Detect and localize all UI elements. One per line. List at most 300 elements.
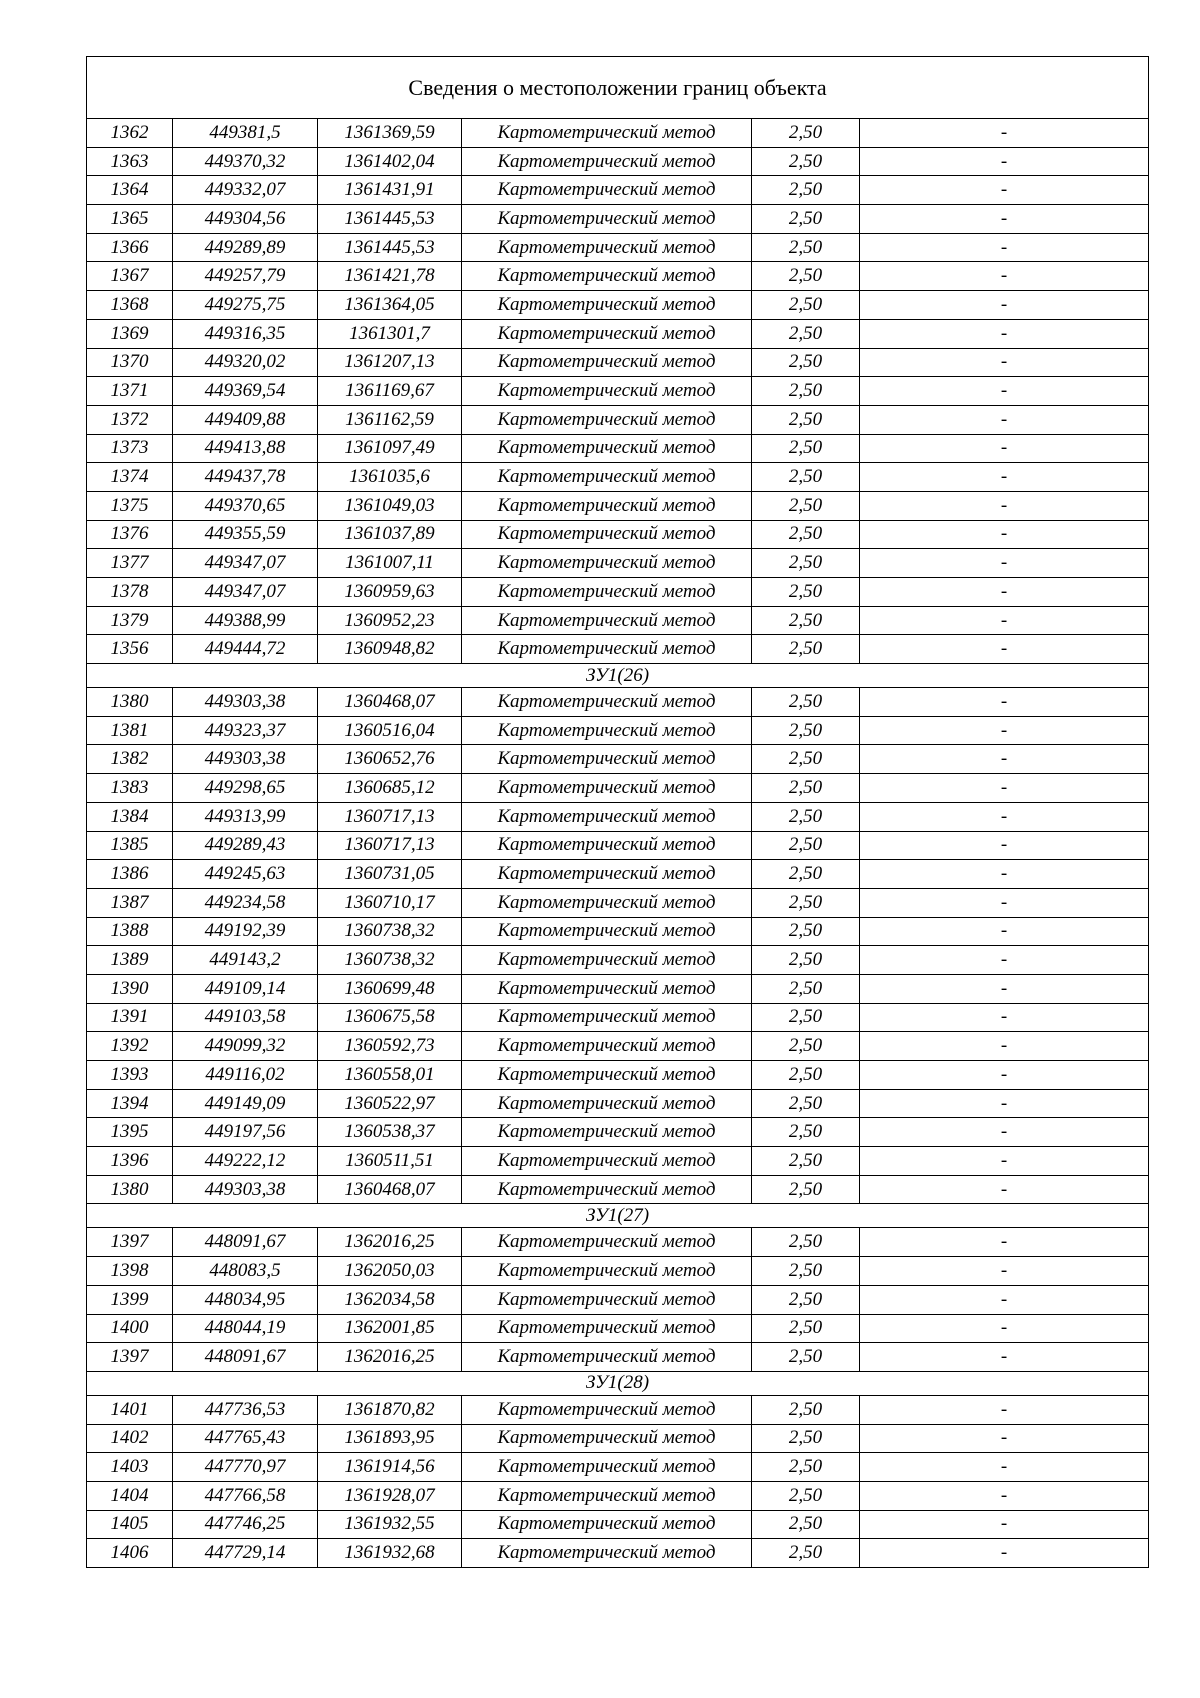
accuracy-cell: 2,50 xyxy=(752,1257,860,1286)
y-coordinate-cell: 1361364,05 xyxy=(318,291,462,320)
description-cell: - xyxy=(860,262,1149,291)
x-coordinate-cell: 449369,54 xyxy=(173,377,318,406)
method-cell: Картометрический метод xyxy=(462,1257,752,1286)
description-cell: - xyxy=(860,348,1149,377)
section-header-row xyxy=(87,664,1149,688)
accuracy-cell: 2,50 xyxy=(752,1032,860,1061)
method-cell: Картометрический метод xyxy=(462,1003,752,1032)
description-cell: - xyxy=(860,1510,1149,1539)
x-coordinate-cell: 449413,88 xyxy=(173,434,318,463)
x-coordinate-cell: 449320,02 xyxy=(173,348,318,377)
y-coordinate-cell: 1361870,82 xyxy=(318,1395,462,1424)
table-row xyxy=(87,377,1149,406)
y-coordinate-cell: 1361928,07 xyxy=(318,1481,462,1510)
method-cell: Картометрический метод xyxy=(462,463,752,492)
x-coordinate-cell: 447746,25 xyxy=(173,1510,318,1539)
point-number-cell: 1397 xyxy=(87,1343,173,1372)
point-number-cell: 1403 xyxy=(87,1453,173,1482)
table-row xyxy=(87,688,1149,717)
point-number-cell: 1383 xyxy=(87,774,173,803)
y-coordinate-cell: 1360522,97 xyxy=(318,1089,462,1118)
description-cell: - xyxy=(860,1032,1149,1061)
description-cell: - xyxy=(860,860,1149,889)
y-coordinate-cell: 1361097,49 xyxy=(318,434,462,463)
description-cell: - xyxy=(860,520,1149,549)
y-coordinate-cell: 1361007,11 xyxy=(318,549,462,578)
description-cell: - xyxy=(860,463,1149,492)
accuracy-cell: 2,50 xyxy=(752,774,860,803)
y-coordinate-cell: 1360468,07 xyxy=(318,1175,462,1204)
x-coordinate-cell: 449370,32 xyxy=(173,147,318,176)
point-number-cell: 1394 xyxy=(87,1089,173,1118)
description-cell: - xyxy=(860,1147,1149,1176)
y-coordinate-cell: 1361932,55 xyxy=(318,1510,462,1539)
description-cell: - xyxy=(860,1257,1149,1286)
description-cell: - xyxy=(860,176,1149,205)
boundary-coordinates-table xyxy=(86,56,1149,1568)
point-number-cell: 1404 xyxy=(87,1481,173,1510)
point-number-cell: 1364 xyxy=(87,176,173,205)
description-cell: - xyxy=(860,831,1149,860)
point-number-cell: 1382 xyxy=(87,745,173,774)
accuracy-cell: 2,50 xyxy=(752,860,860,889)
accuracy-cell: 2,50 xyxy=(752,1424,860,1453)
table-row xyxy=(87,319,1149,348)
point-number-cell: 1378 xyxy=(87,578,173,607)
x-coordinate-cell: 449303,38 xyxy=(173,1175,318,1204)
method-cell: Картометрический метод xyxy=(462,831,752,860)
point-number-cell: 1376 xyxy=(87,520,173,549)
x-coordinate-cell: 449245,63 xyxy=(173,860,318,889)
x-coordinate-cell: 449289,43 xyxy=(173,831,318,860)
table-row xyxy=(87,716,1149,745)
accuracy-cell: 2,50 xyxy=(752,1003,860,1032)
x-coordinate-cell: 448034,95 xyxy=(173,1285,318,1314)
method-cell: Картометрический метод xyxy=(462,1424,752,1453)
x-coordinate-cell: 449275,75 xyxy=(173,291,318,320)
method-cell: Картометрический метод xyxy=(462,1175,752,1204)
table-row xyxy=(87,1257,1149,1286)
accuracy-cell: 2,50 xyxy=(752,974,860,1003)
point-number-cell: 1381 xyxy=(87,716,173,745)
accuracy-cell: 2,50 xyxy=(752,1395,860,1424)
section-label: ЗУ1(27) xyxy=(87,1204,1149,1228)
x-coordinate-cell: 449316,35 xyxy=(173,319,318,348)
y-coordinate-cell: 1361431,91 xyxy=(318,176,462,205)
x-coordinate-cell: 449313,99 xyxy=(173,802,318,831)
x-coordinate-cell: 449347,07 xyxy=(173,549,318,578)
x-coordinate-cell: 447766,58 xyxy=(173,1481,318,1510)
accuracy-cell: 2,50 xyxy=(752,1285,860,1314)
point-number-cell: 1374 xyxy=(87,463,173,492)
point-number-cell: 1379 xyxy=(87,606,173,635)
accuracy-cell: 2,50 xyxy=(752,1510,860,1539)
accuracy-cell: 2,50 xyxy=(752,549,860,578)
method-cell: Картометрический метод xyxy=(462,1453,752,1482)
y-coordinate-cell: 1360699,48 xyxy=(318,974,462,1003)
point-number-cell: 1398 xyxy=(87,1257,173,1286)
accuracy-cell: 2,50 xyxy=(752,119,860,148)
point-number-cell: 1366 xyxy=(87,233,173,262)
description-cell: - xyxy=(860,917,1149,946)
table-body xyxy=(87,119,1149,1568)
x-coordinate-cell: 449116,02 xyxy=(173,1061,318,1090)
method-cell: Картометрический метод xyxy=(462,774,752,803)
method-cell: Картометрический метод xyxy=(462,549,752,578)
point-number-cell: 1377 xyxy=(87,549,173,578)
x-coordinate-cell: 449303,38 xyxy=(173,745,318,774)
y-coordinate-cell: 1361369,59 xyxy=(318,119,462,148)
point-number-cell: 1375 xyxy=(87,491,173,520)
method-cell: Картометрический метод xyxy=(462,1089,752,1118)
point-number-cell: 1392 xyxy=(87,1032,173,1061)
method-cell: Картометрический метод xyxy=(462,405,752,434)
x-coordinate-cell: 449437,78 xyxy=(173,463,318,492)
x-coordinate-cell: 447729,14 xyxy=(173,1539,318,1568)
table-row xyxy=(87,1003,1149,1032)
accuracy-cell: 2,50 xyxy=(752,377,860,406)
y-coordinate-cell: 1362001,85 xyxy=(318,1314,462,1343)
method-cell: Картометрический метод xyxy=(462,205,752,234)
method-cell: Картометрический метод xyxy=(462,860,752,889)
method-cell: Картометрический метод xyxy=(462,291,752,320)
accuracy-cell: 2,50 xyxy=(752,802,860,831)
accuracy-cell: 2,50 xyxy=(752,1453,860,1482)
description-cell: - xyxy=(860,716,1149,745)
table-title: Сведения о местоположении границ объекта xyxy=(87,57,1149,119)
method-cell: Картометрический метод xyxy=(462,262,752,291)
x-coordinate-cell: 449099,32 xyxy=(173,1032,318,1061)
x-coordinate-cell: 448091,67 xyxy=(173,1228,318,1257)
table-row xyxy=(87,1228,1149,1257)
method-cell: Картометрический метод xyxy=(462,434,752,463)
section-label: ЗУ1(26) xyxy=(87,664,1149,688)
accuracy-cell: 2,50 xyxy=(752,205,860,234)
description-cell: - xyxy=(860,974,1149,1003)
y-coordinate-cell: 1360511,51 xyxy=(318,1147,462,1176)
method-cell: Картометрический метод xyxy=(462,1032,752,1061)
table-row xyxy=(87,405,1149,434)
method-cell: Картометрический метод xyxy=(462,802,752,831)
y-coordinate-cell: 1360952,23 xyxy=(318,606,462,635)
method-cell: Картометрический метод xyxy=(462,1510,752,1539)
y-coordinate-cell: 1362016,25 xyxy=(318,1343,462,1372)
table-row xyxy=(87,1481,1149,1510)
x-coordinate-cell: 449298,65 xyxy=(173,774,318,803)
method-cell: Картометрический метод xyxy=(462,1118,752,1147)
method-cell: Картометрический метод xyxy=(462,1061,752,1090)
section-header-row xyxy=(87,1371,1149,1395)
table-row xyxy=(87,434,1149,463)
table-row xyxy=(87,1061,1149,1090)
point-number-cell: 1395 xyxy=(87,1118,173,1147)
description-cell: - xyxy=(860,606,1149,635)
table-row xyxy=(87,946,1149,975)
point-number-cell: 1406 xyxy=(87,1539,173,1568)
accuracy-cell: 2,50 xyxy=(752,1147,860,1176)
y-coordinate-cell: 1361893,95 xyxy=(318,1424,462,1453)
method-cell: Картометрический метод xyxy=(462,606,752,635)
accuracy-cell: 2,50 xyxy=(752,262,860,291)
y-coordinate-cell: 1360717,13 xyxy=(318,802,462,831)
point-number-cell: 1388 xyxy=(87,917,173,946)
method-cell: Картометрический метод xyxy=(462,319,752,348)
table-row xyxy=(87,578,1149,607)
table-row xyxy=(87,520,1149,549)
point-number-cell: 1380 xyxy=(87,1175,173,1204)
description-cell: - xyxy=(860,774,1149,803)
x-coordinate-cell: 449303,38 xyxy=(173,688,318,717)
y-coordinate-cell: 1360959,63 xyxy=(318,578,462,607)
point-number-cell: 1369 xyxy=(87,319,173,348)
method-cell: Картометрический метод xyxy=(462,1228,752,1257)
description-cell: - xyxy=(860,1089,1149,1118)
description-cell: - xyxy=(860,434,1149,463)
accuracy-cell: 2,50 xyxy=(752,233,860,262)
point-number-cell: 1363 xyxy=(87,147,173,176)
description-cell: - xyxy=(860,1314,1149,1343)
x-coordinate-cell: 449222,12 xyxy=(173,1147,318,1176)
table-row xyxy=(87,635,1149,664)
method-cell: Картометрический метод xyxy=(462,1285,752,1314)
y-coordinate-cell: 1361035,6 xyxy=(318,463,462,492)
x-coordinate-cell: 449149,09 xyxy=(173,1089,318,1118)
table-row xyxy=(87,463,1149,492)
accuracy-cell: 2,50 xyxy=(752,291,860,320)
point-number-cell: 1393 xyxy=(87,1061,173,1090)
y-coordinate-cell: 1361162,59 xyxy=(318,405,462,434)
method-cell: Картометрический метод xyxy=(462,491,752,520)
method-cell: Картометрический метод xyxy=(462,348,752,377)
method-cell: Картометрический метод xyxy=(462,520,752,549)
y-coordinate-cell: 1360731,05 xyxy=(318,860,462,889)
y-coordinate-cell: 1361421,78 xyxy=(318,262,462,291)
point-number-cell: 1389 xyxy=(87,946,173,975)
description-cell: - xyxy=(860,1424,1149,1453)
x-coordinate-cell: 447770,97 xyxy=(173,1453,318,1482)
accuracy-cell: 2,50 xyxy=(752,1175,860,1204)
y-coordinate-cell: 1360652,76 xyxy=(318,745,462,774)
accuracy-cell: 2,50 xyxy=(752,405,860,434)
x-coordinate-cell: 449289,89 xyxy=(173,233,318,262)
table-row xyxy=(87,1539,1149,1568)
y-coordinate-cell: 1360717,13 xyxy=(318,831,462,860)
point-number-cell: 1356 xyxy=(87,635,173,664)
method-cell: Картометрический метод xyxy=(462,888,752,917)
y-coordinate-cell: 1361914,56 xyxy=(318,1453,462,1482)
point-number-cell: 1385 xyxy=(87,831,173,860)
accuracy-cell: 2,50 xyxy=(752,434,860,463)
point-number-cell: 1402 xyxy=(87,1424,173,1453)
table-row xyxy=(87,1314,1149,1343)
x-coordinate-cell: 449355,59 xyxy=(173,520,318,549)
table-row xyxy=(87,262,1149,291)
x-coordinate-cell: 449304,56 xyxy=(173,205,318,234)
table-row xyxy=(87,860,1149,889)
point-number-cell: 1384 xyxy=(87,802,173,831)
table-row xyxy=(87,802,1149,831)
accuracy-cell: 2,50 xyxy=(752,1314,860,1343)
method-cell: Картометрический метод xyxy=(462,578,752,607)
y-coordinate-cell: 1361169,67 xyxy=(318,377,462,406)
accuracy-cell: 2,50 xyxy=(752,1061,860,1090)
table-row xyxy=(87,1510,1149,1539)
description-cell: - xyxy=(860,405,1149,434)
accuracy-cell: 2,50 xyxy=(752,1118,860,1147)
accuracy-cell: 2,50 xyxy=(752,1343,860,1372)
table-row xyxy=(87,1032,1149,1061)
point-number-cell: 1380 xyxy=(87,688,173,717)
section-label: ЗУ1(28) xyxy=(87,1371,1149,1395)
point-number-cell: 1371 xyxy=(87,377,173,406)
table-row xyxy=(87,291,1149,320)
description-cell: - xyxy=(860,1453,1149,1482)
accuracy-cell: 2,50 xyxy=(752,147,860,176)
x-coordinate-cell: 449444,72 xyxy=(173,635,318,664)
description-cell: - xyxy=(860,1118,1149,1147)
x-coordinate-cell: 449388,99 xyxy=(173,606,318,635)
description-cell: - xyxy=(860,1285,1149,1314)
point-number-cell: 1391 xyxy=(87,1003,173,1032)
method-cell: Картометрический метод xyxy=(462,1395,752,1424)
table-row xyxy=(87,233,1149,262)
description-cell: - xyxy=(860,946,1149,975)
description-cell: - xyxy=(860,1343,1149,1372)
table-row xyxy=(87,917,1149,946)
accuracy-cell: 2,50 xyxy=(752,463,860,492)
x-coordinate-cell: 449370,65 xyxy=(173,491,318,520)
method-cell: Картометрический метод xyxy=(462,119,752,148)
y-coordinate-cell: 1360948,82 xyxy=(318,635,462,664)
x-coordinate-cell: 449409,88 xyxy=(173,405,318,434)
description-cell: - xyxy=(860,745,1149,774)
accuracy-cell: 2,50 xyxy=(752,1481,860,1510)
point-number-cell: 1396 xyxy=(87,1147,173,1176)
point-number-cell: 1387 xyxy=(87,888,173,917)
method-cell: Картометрический метод xyxy=(462,688,752,717)
table-row xyxy=(87,1118,1149,1147)
method-cell: Картометрический метод xyxy=(462,1343,752,1372)
table-row xyxy=(87,1395,1149,1424)
y-coordinate-cell: 1360675,58 xyxy=(318,1003,462,1032)
point-number-cell: 1397 xyxy=(87,1228,173,1257)
y-coordinate-cell: 1360468,07 xyxy=(318,688,462,717)
y-coordinate-cell: 1361037,89 xyxy=(318,520,462,549)
x-coordinate-cell: 449234,58 xyxy=(173,888,318,917)
accuracy-cell: 2,50 xyxy=(752,176,860,205)
x-coordinate-cell: 449257,79 xyxy=(173,262,318,291)
table-row xyxy=(87,606,1149,635)
method-cell: Картометрический метод xyxy=(462,946,752,975)
x-coordinate-cell: 449103,58 xyxy=(173,1003,318,1032)
x-coordinate-cell: 449347,07 xyxy=(173,578,318,607)
accuracy-cell: 2,50 xyxy=(752,635,860,664)
description-cell: - xyxy=(860,491,1149,520)
y-coordinate-cell: 1360558,01 xyxy=(318,1061,462,1090)
accuracy-cell: 2,50 xyxy=(752,491,860,520)
table-row xyxy=(87,774,1149,803)
description-cell: - xyxy=(860,1175,1149,1204)
y-coordinate-cell: 1360710,17 xyxy=(318,888,462,917)
description-cell: - xyxy=(860,1481,1149,1510)
description-cell: - xyxy=(860,635,1149,664)
y-coordinate-cell: 1361207,13 xyxy=(318,348,462,377)
point-number-cell: 1401 xyxy=(87,1395,173,1424)
x-coordinate-cell: 447736,53 xyxy=(173,1395,318,1424)
x-coordinate-cell: 449197,56 xyxy=(173,1118,318,1147)
description-cell: - xyxy=(860,578,1149,607)
description-cell: - xyxy=(860,233,1149,262)
accuracy-cell: 2,50 xyxy=(752,1089,860,1118)
point-number-cell: 1373 xyxy=(87,434,173,463)
x-coordinate-cell: 449323,37 xyxy=(173,716,318,745)
description-cell: - xyxy=(860,205,1149,234)
accuracy-cell: 2,50 xyxy=(752,1539,860,1568)
accuracy-cell: 2,50 xyxy=(752,888,860,917)
description-cell: - xyxy=(860,1003,1149,1032)
x-coordinate-cell: 448044,19 xyxy=(173,1314,318,1343)
y-coordinate-cell: 1360738,32 xyxy=(318,917,462,946)
accuracy-cell: 2,50 xyxy=(752,606,860,635)
x-coordinate-cell: 448083,5 xyxy=(173,1257,318,1286)
description-cell: - xyxy=(860,147,1149,176)
method-cell: Картометрический метод xyxy=(462,233,752,262)
method-cell: Картометрический метод xyxy=(462,1481,752,1510)
method-cell: Картометрический метод xyxy=(462,1147,752,1176)
table-row xyxy=(87,119,1149,148)
method-cell: Картометрический метод xyxy=(462,635,752,664)
description-cell: - xyxy=(860,549,1149,578)
accuracy-cell: 2,50 xyxy=(752,946,860,975)
accuracy-cell: 2,50 xyxy=(752,917,860,946)
accuracy-cell: 2,50 xyxy=(752,348,860,377)
x-coordinate-cell: 449332,07 xyxy=(173,176,318,205)
table-row xyxy=(87,176,1149,205)
table-row xyxy=(87,974,1149,1003)
accuracy-cell: 2,50 xyxy=(752,520,860,549)
description-cell: - xyxy=(860,802,1149,831)
table-row xyxy=(87,205,1149,234)
point-number-cell: 1362 xyxy=(87,119,173,148)
y-coordinate-cell: 1361932,68 xyxy=(318,1539,462,1568)
method-cell: Картометрический метод xyxy=(462,147,752,176)
table-row xyxy=(87,1175,1149,1204)
x-coordinate-cell: 449109,14 xyxy=(173,974,318,1003)
y-coordinate-cell: 1362050,03 xyxy=(318,1257,462,1286)
table-row xyxy=(87,1424,1149,1453)
description-cell: - xyxy=(860,1539,1149,1568)
y-coordinate-cell: 1360592,73 xyxy=(318,1032,462,1061)
accuracy-cell: 2,50 xyxy=(752,319,860,348)
table-row xyxy=(87,745,1149,774)
table-title-row xyxy=(87,57,1149,119)
y-coordinate-cell: 1361445,53 xyxy=(318,205,462,234)
x-coordinate-cell: 447765,43 xyxy=(173,1424,318,1453)
method-cell: Картометрический метод xyxy=(462,176,752,205)
point-number-cell: 1386 xyxy=(87,860,173,889)
description-cell: - xyxy=(860,319,1149,348)
table-row xyxy=(87,1343,1149,1372)
table-row xyxy=(87,549,1149,578)
description-cell: - xyxy=(860,1061,1149,1090)
y-coordinate-cell: 1360685,12 xyxy=(318,774,462,803)
section-header-row xyxy=(87,1204,1149,1228)
table-row xyxy=(87,1453,1149,1482)
method-cell: Картометрический метод xyxy=(462,716,752,745)
x-coordinate-cell: 449381,5 xyxy=(173,119,318,148)
y-coordinate-cell: 1361301,7 xyxy=(318,319,462,348)
accuracy-cell: 2,50 xyxy=(752,578,860,607)
